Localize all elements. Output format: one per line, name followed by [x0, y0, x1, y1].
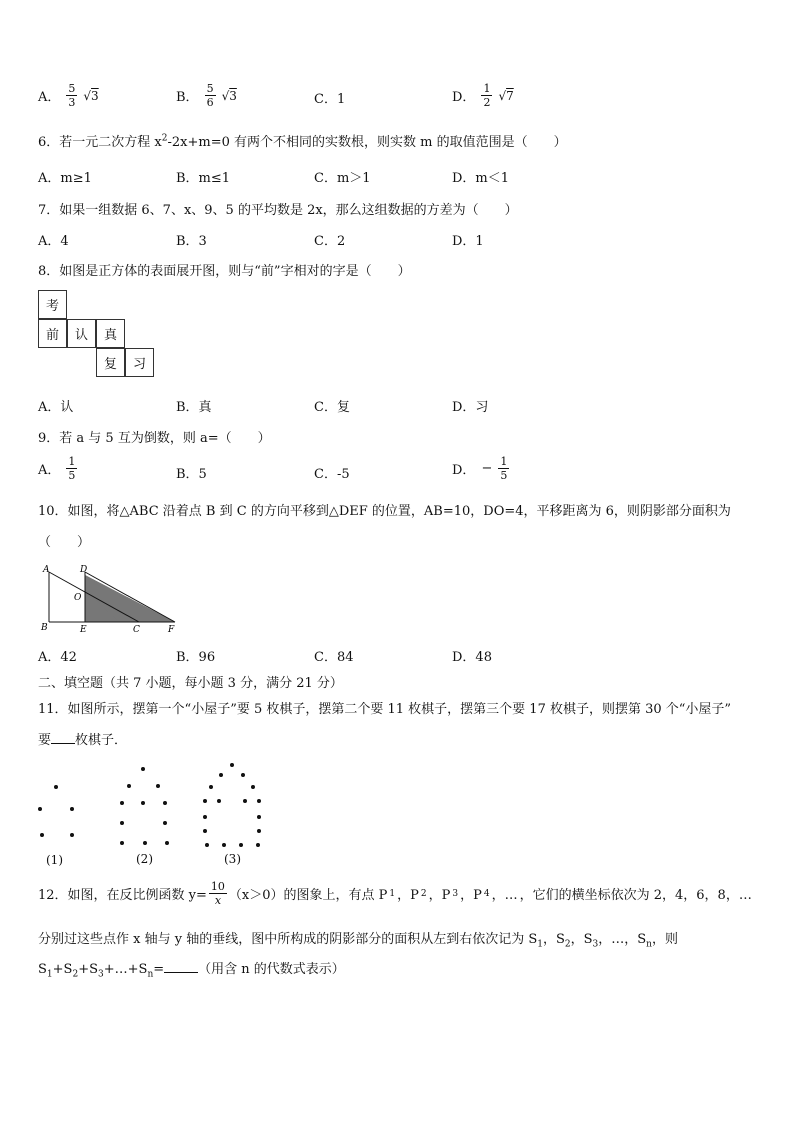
piece-dot	[143, 841, 147, 845]
q5-b-rad: 3	[229, 88, 237, 103]
q12-sub-1: 1	[389, 888, 396, 899]
q12-line2-text: 分别过这些点作 x 轴与 y 轴的垂线，图中所构成的阴影部分的面积从左到右依次记为 S	[38, 932, 538, 947]
q12-sum-sub-1: 1	[46, 969, 53, 980]
q8-question: 8．如图是正方体的表面展开图，则与“前”字相对的字是（ ）	[38, 264, 411, 279]
label-e: E	[80, 625, 87, 635]
q12-sub-3: 3	[452, 888, 459, 899]
q5-a-rad: 3	[91, 88, 99, 103]
q12-sub-2: 2	[420, 888, 427, 899]
net-cell-xi: 习	[125, 348, 154, 377]
q7-question: 7．如果一组数据 6、7、x、9、5 的平均数是 2x，那么这组数据的方差为（ ）	[38, 203, 518, 218]
q5-d-rad: 7	[506, 88, 514, 103]
q7-option-d: D．1	[452, 234, 484, 249]
q8-option-b: B．真	[176, 400, 212, 415]
q9-d-den: 5	[500, 469, 508, 482]
q12-comma-1: ，P	[397, 888, 419, 903]
piece-dot	[230, 763, 234, 767]
piece-dot	[54, 785, 58, 789]
translation-figure	[38, 562, 188, 636]
q11-answer-blank	[51, 731, 75, 744]
piece-dot	[70, 833, 74, 837]
label-o: O	[74, 593, 82, 603]
q12-question	[38, 880, 752, 907]
q12-sum-sub-2: 2	[72, 969, 79, 980]
q6-pre: 6．若一元二次方程 x	[38, 135, 162, 150]
piece-dot	[120, 841, 124, 845]
q9-option-b: B．5	[176, 467, 207, 482]
q5-a-num: 5	[68, 82, 76, 95]
q6-option-a: A．m≥1	[38, 171, 92, 186]
q5-option-b	[176, 82, 237, 109]
q12-line2-tail: ，则	[651, 932, 678, 947]
q5-a-den: 3	[68, 96, 76, 109]
section-title-fill-blank: 二、填空题（共 7 小题，每小题 3 分，满分 21 分）	[38, 676, 343, 691]
q9-d-num: 1	[500, 455, 508, 468]
q5-b-num: 5	[206, 82, 214, 95]
q12-line2	[38, 928, 678, 950]
q9-option-a	[38, 455, 77, 482]
q9-a-num: 1	[68, 455, 76, 468]
q12-line3-post: （用含 n 的代数式表示）	[198, 962, 345, 977]
piece-dot	[127, 784, 131, 788]
piece-dot	[156, 784, 160, 788]
q6-option-c: C．m＞1	[314, 171, 371, 186]
q10-option-a: A．42	[38, 650, 77, 665]
q6-option-b: B．m≤1	[176, 171, 231, 186]
q6-post: -2x+m=0 有两个不相同的实数根，则实数 m 的取值范围是（ ）	[167, 135, 567, 150]
net-cell-qian: 前	[38, 319, 67, 348]
caption-1: (1)	[46, 853, 63, 867]
q12-answer-blank	[164, 960, 198, 973]
q5-option-d	[452, 82, 514, 109]
q5-a-label: A．	[38, 90, 61, 105]
q12-comma-2: ，P	[428, 888, 451, 903]
piece-dot	[219, 773, 223, 777]
q5-a-sqrt: √3	[83, 88, 99, 103]
piece-dot	[257, 829, 261, 833]
q12-sum-n: +…+S	[103, 962, 148, 977]
q12-sum-3: +S	[78, 962, 98, 977]
piece-dot	[120, 821, 124, 825]
q12-comma-3: ，P	[460, 888, 482, 903]
q6-option-d: D．m＜1	[452, 171, 510, 186]
piece-dot	[239, 843, 243, 847]
piece-dot	[241, 773, 245, 777]
q12-line3-pre: S	[38, 962, 47, 977]
piece-dot	[120, 801, 124, 805]
piece-dot	[70, 807, 74, 811]
q12-num: 10	[210, 880, 225, 893]
q10-option-b: B．96	[176, 650, 216, 665]
house-pattern-figure	[0, 758, 300, 870]
q8-option-c: C．复	[314, 400, 350, 415]
q12-points-tail: ，它们的横坐标依次为 2，4，6，8，…	[519, 888, 752, 903]
piece-dot	[222, 843, 226, 847]
piece-dot	[40, 833, 44, 837]
q11-line2-pre: 要	[38, 733, 52, 748]
q9-a-fraction	[66, 455, 77, 482]
q5-option-c	[314, 88, 345, 107]
q9-d-label: D．	[452, 463, 476, 478]
q11-line2	[38, 729, 127, 748]
piece-dot	[209, 785, 213, 789]
q6-question	[38, 131, 567, 150]
q12-equals: =	[153, 962, 165, 977]
q11-question: 11．如图所示，摆第一个“小屋子”要 5 枚棋子，摆第二个要 11 枚棋子，摆第三个要 17 枚棋子，则摆第 30 个“小屋子”	[38, 702, 732, 717]
piece-dot	[141, 767, 145, 771]
q5-b-sqrt: √3	[221, 88, 237, 103]
net-cell-fu: 复	[96, 348, 125, 377]
q7-option-a: A．4	[38, 234, 69, 249]
q12-sub-4: 4	[483, 888, 490, 899]
piece-dot	[257, 815, 261, 819]
q8-option-a: A．认	[38, 400, 74, 415]
piece-dot	[141, 801, 145, 805]
cube-net-figure	[38, 290, 158, 382]
label-b: B	[41, 623, 48, 633]
q9-d-fraction	[498, 455, 509, 482]
q5-c-label: C．1	[314, 92, 346, 107]
q12-ellipsis: ，…	[491, 888, 518, 903]
q12-fraction	[209, 880, 227, 907]
q10-question: 10．如图，将△ABC 沿着点 B 到 C 的方向平移到△DEF 的位置，AB=10，DO=4，平移距离为 6，则阴影部分面积为	[38, 504, 731, 519]
q12-sum-sub-3: 3	[98, 969, 104, 980]
q10-paren: （ ）	[38, 535, 91, 550]
piece-dot	[256, 843, 260, 847]
q12-s-sub-n: n	[646, 939, 652, 950]
q5-option-a	[38, 82, 99, 109]
q5-a-fraction	[66, 82, 77, 109]
q5-b-fraction	[205, 82, 216, 109]
q9-a-label: A．	[38, 463, 61, 478]
q11-line2-post: 枚棋子．	[75, 733, 128, 748]
piece-dot	[38, 807, 42, 811]
q9-d-sign: −	[481, 461, 493, 476]
q12-pre: 12．如图，在反比例函数 y=	[38, 888, 207, 903]
q7-option-b: B．3	[176, 234, 207, 249]
q12-s-2: ，S	[542, 932, 565, 947]
piece-dot	[205, 843, 209, 847]
q7-option-c: C．2	[314, 234, 346, 249]
caption-3: (3)	[224, 852, 241, 866]
piece-dot	[163, 821, 167, 825]
q10-option-d: D．48	[452, 650, 492, 665]
label-c: C	[133, 625, 140, 635]
q12-s-sub-3: 3	[592, 939, 599, 950]
piece-dot	[217, 799, 221, 803]
q12-post: （x＞0）的图象上，有点 P	[228, 888, 388, 903]
net-cell-zhen: 真	[96, 319, 125, 348]
q5-d-den: 2	[483, 96, 491, 109]
q12-s-3: ，S	[570, 932, 593, 947]
q12-s-sub-2: 2	[564, 939, 571, 950]
piece-dot	[165, 841, 169, 845]
q9-question: 9．若 a 与 5 互为倒数，则 a=（ ）	[38, 431, 271, 446]
q5-d-num: 1	[483, 82, 491, 95]
piece-dot	[251, 785, 255, 789]
q12-sum-sub-n: n	[147, 969, 154, 980]
piece-dot	[203, 829, 207, 833]
q9-a-den: 5	[68, 469, 76, 482]
q5-b-den: 6	[206, 96, 214, 109]
q12-den: x	[214, 894, 222, 907]
label-f: F	[168, 625, 175, 635]
q12-s-sub-1: 1	[537, 939, 543, 950]
net-cell-ren: 认	[67, 319, 96, 348]
q12-line3	[38, 958, 345, 980]
caption-2: (2)	[136, 852, 153, 866]
piece-dot	[163, 801, 167, 805]
q5-d-label: D．	[452, 90, 476, 105]
q9-option-d	[452, 455, 509, 482]
q5-d-sqrt: √7	[498, 88, 514, 103]
piece-dot	[203, 815, 207, 819]
q12-s-n: ，…，S	[598, 932, 647, 947]
q8-option-d: D．习	[452, 400, 489, 415]
q5-d-fraction	[481, 82, 492, 109]
label-d: D	[80, 565, 88, 575]
piece-dot	[257, 799, 261, 803]
q12-sum-2: +S	[52, 962, 73, 977]
label-a: A	[43, 565, 50, 575]
net-cell-kao: 考	[38, 290, 67, 319]
piece-dot	[243, 799, 247, 803]
q9-option-c: C．-5	[314, 467, 350, 482]
piece-dot	[203, 799, 207, 803]
q10-option-c: C．84	[314, 650, 354, 665]
q5-b-label: B．	[176, 90, 199, 105]
q6-sup: 2	[161, 133, 168, 144]
